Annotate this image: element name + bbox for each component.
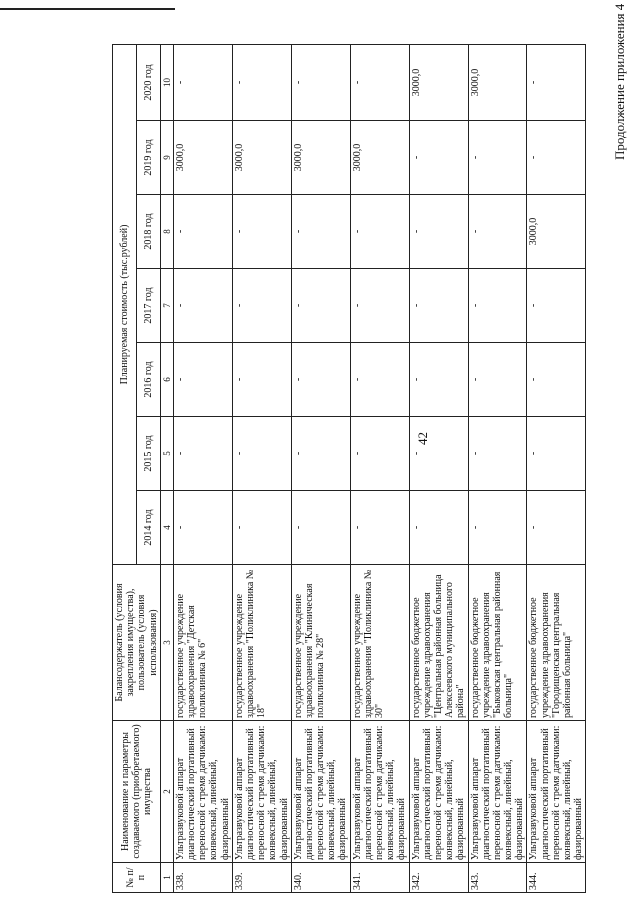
- header-year: 2016 год: [136, 343, 160, 417]
- cost-value: -: [232, 195, 291, 269]
- cost-value: -: [173, 195, 232, 269]
- cost-value: -: [468, 417, 527, 491]
- cost-value: -: [173, 491, 232, 565]
- property-table: [112, 44, 586, 893]
- cost-value: -: [350, 269, 409, 343]
- table-row: [173, 44, 232, 892]
- cost-value: -: [291, 269, 350, 343]
- row-number: 341.: [350, 863, 409, 893]
- item-name: Ультразвуковой аппарат диагностический портативный переносной с тремя датчиками: конвексный, линейный, фазированный: [232, 721, 291, 863]
- cost-value: -: [468, 195, 527, 269]
- cost-value: -: [409, 417, 468, 491]
- header-name: Наименование и параметры создаваемого (приобретаемого) имущества: [113, 721, 161, 863]
- header-num: № п/п: [113, 863, 161, 893]
- cost-value: -: [232, 491, 291, 565]
- cost-value: 3000,0: [468, 44, 527, 120]
- cost-value: -: [173, 269, 232, 343]
- table-body: [173, 44, 586, 892]
- cost-value: 3000,0: [173, 121, 232, 195]
- page-number: 42: [415, 432, 430, 445]
- header-holder: Балансодержатель (условия закрепления имущества), пользователь (условия использования): [113, 565, 161, 721]
- cost-value: -: [409, 491, 468, 565]
- cost-value: -: [527, 44, 586, 120]
- cost-value: -: [527, 417, 586, 491]
- cost-value: -: [468, 491, 527, 565]
- header-year: 2020 год: [136, 44, 160, 120]
- cost-value: -: [468, 343, 527, 417]
- cost-value: -: [232, 269, 291, 343]
- row-number: 340.: [291, 863, 350, 893]
- index-cell: 10: [160, 44, 173, 120]
- cost-value: -: [468, 121, 527, 195]
- cost-value: 3000,0: [232, 121, 291, 195]
- cost-value: -: [291, 417, 350, 491]
- cost-value: -: [291, 44, 350, 120]
- cost-value: -: [409, 343, 468, 417]
- cost-value: 3000,0: [291, 121, 350, 195]
- header-year: 2019 год: [136, 121, 160, 195]
- cost-value: -: [232, 417, 291, 491]
- balance-holder: государственное учреждение здравоохранения "Поликлиника № 30": [350, 565, 409, 721]
- table-row: [291, 44, 350, 892]
- table-row: [527, 44, 586, 892]
- cost-value: -: [350, 343, 409, 417]
- cost-value: 3000,0: [409, 44, 468, 120]
- header-year: 2018 год: [136, 195, 160, 269]
- cost-value: -: [350, 44, 409, 120]
- cost-value: -: [350, 491, 409, 565]
- table-row: [409, 44, 468, 892]
- balance-holder: государственное бюджетное учреждение здравоохранения "Быковская центральная районная больница": [468, 565, 527, 721]
- cost-value: -: [468, 269, 527, 343]
- cost-value: -: [173, 44, 232, 120]
- balance-holder: государственное учреждение здравоохранения "Клиническая поликлиника № 28": [291, 565, 350, 721]
- index-cell: 9: [160, 121, 173, 195]
- balance-holder: государственное учреждение здравоохранения "Детская поликлиника № 6": [173, 565, 232, 721]
- cost-value: -: [409, 269, 468, 343]
- cost-value: -: [409, 121, 468, 195]
- index-cell: 7: [160, 269, 173, 343]
- cost-value: -: [291, 343, 350, 417]
- cost-value: -: [350, 195, 409, 269]
- cost-value: -: [409, 195, 468, 269]
- header-year: 2017 год: [136, 269, 160, 343]
- cost-value: -: [232, 44, 291, 120]
- index-cell: 5: [160, 417, 173, 491]
- index-cell: 8: [160, 195, 173, 269]
- cost-value: -: [527, 343, 586, 417]
- item-name: Ультразвуковой аппарат диагностический портативный переносной с тремя датчиками: конвексный, линейный, фазированный: [527, 721, 586, 863]
- cost-value: -: [173, 417, 232, 491]
- cost-value: -: [173, 343, 232, 417]
- cost-value: -: [291, 195, 350, 269]
- cost-value: -: [350, 417, 409, 491]
- item-name: Ультразвуковой аппарат диагностический портативный переносной с тремя датчиками: конвексный, линейный, фазированный: [409, 721, 468, 863]
- index-cell: 3: [160, 565, 173, 721]
- item-name: Ультразвуковой аппарат диагностический портативный переносной с тремя датчиками: конвексный, линейный, фазированный: [350, 721, 409, 863]
- table-row: [468, 44, 527, 892]
- item-name: Ультразвуковой аппарат диагностический портативный переносной с тремя датчиками: конвексный, линейный, фазированный: [291, 721, 350, 863]
- cost-value: 3000,0: [350, 121, 409, 195]
- item-name: Ультразвуковой аппарат диагностический портативный переносной с тремя датчиками: конвексный, линейный, фазированный: [468, 721, 527, 863]
- table-row: [232, 44, 291, 892]
- index-cell: 1: [160, 863, 173, 893]
- table-row: [350, 44, 409, 892]
- index-cell: 2: [160, 721, 173, 863]
- header-year: 2015 год: [136, 417, 160, 491]
- row-number: 339.: [232, 863, 291, 893]
- balance-holder: государственное бюджетное учреждение здравоохранения "Городищенская центральная районная больница": [527, 565, 586, 721]
- balance-holder: государственное учреждение здравоохранения "Поликлиника № 18": [232, 565, 291, 721]
- index-cell: 6: [160, 343, 173, 417]
- header-year: 2014 год: [136, 491, 160, 565]
- index-cell: 4: [160, 491, 173, 565]
- continuation-title: Продолжение приложения 4: [612, 3, 627, 160]
- balance-holder: государственное бюджетное учреждение здравоохранения "Центральная районная больница Алексеевского муниципального района": [409, 565, 468, 721]
- item-name: Ультразвуковой аппарат диагностический портативный переносной с тремя датчиками: конвексный, линейный, фазированный: [173, 721, 232, 863]
- header-cost-group: Планируемая стоимость (тыс.рублей): [113, 44, 137, 564]
- cost-value: -: [232, 343, 291, 417]
- cost-value: -: [527, 121, 586, 195]
- row-number: 342.: [409, 863, 468, 893]
- row-number: 344.: [527, 863, 586, 893]
- cost-value: -: [527, 491, 586, 565]
- cost-value: 3000,0: [527, 195, 586, 269]
- cost-value: -: [291, 491, 350, 565]
- cost-value: -: [527, 269, 586, 343]
- row-number: 343.: [468, 863, 527, 893]
- row-number: 338.: [173, 863, 232, 893]
